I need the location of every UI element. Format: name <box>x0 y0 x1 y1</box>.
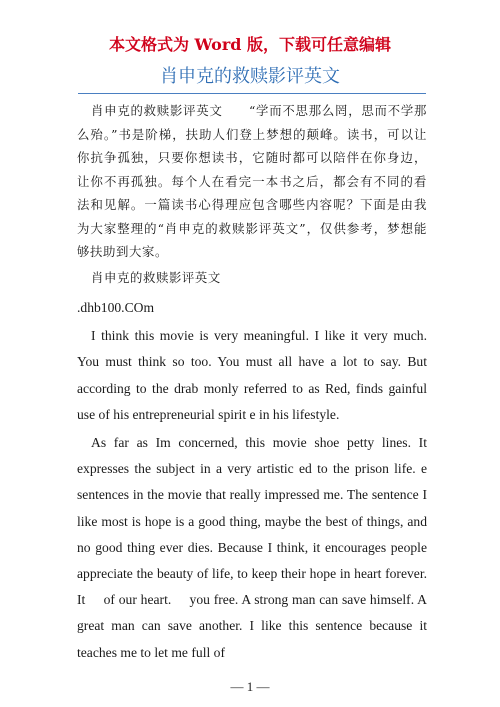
section-heading: 肖申克的救赎影评英文 <box>91 269 221 285</box>
english-paragraph-1: I think this movie is very meaningful. I like it very much. You must think so too. You must all have a lot to say. But according to the drab monly referred to as Red, finds gainful use of his entrepreneurial spirit e in his lifestyle. <box>77 328 427 422</box>
title-underline <box>78 93 426 94</box>
intro-paragraph: 肖申克的救赎影评英文 “学而不思那么罔，思而不学那么殆。”书是阶梯，扶助人们登上梦想的颠峰。读书，可以让你抗争孤独，只要你想读书，它随时都可以陪伴在你身边，让你不再孤独。每个人在看完一本书之后，都会有不同的看法和见解。一篇读书心得理应包含哪些内容呢？下面是由我为大家整理的“肖申克的救赎影评英文”，仅供参考，梦想能够扶助到大家。 <box>77 103 427 259</box>
document-body <box>77 99 427 666</box>
source-line: .dhb100.COm <box>77 300 155 315</box>
english-paragraph-2: As far as Im concerned, this movie shoe petty lines. It expresses the subject in a very artistic ed to the prison life. e sentences in the movie that really impressed me. The sentence I like most is hope is a good thing, maybe the best of things, and no good thing ever dies. Because I think, it encourages people appreciate the beauty of life, to keep their hope in heart forever. It of our heart. you free. A strong man can save himself. A great man can save another. I like this sentence because it teaches me to let me full of <box>77 435 427 660</box>
document-title: 肖申克的救赎影评英文 <box>160 66 340 87</box>
page-number: — 1 — <box>230 679 270 694</box>
format-notice: 本文格式为 Word 版，下载可任意编辑 <box>108 35 392 54</box>
